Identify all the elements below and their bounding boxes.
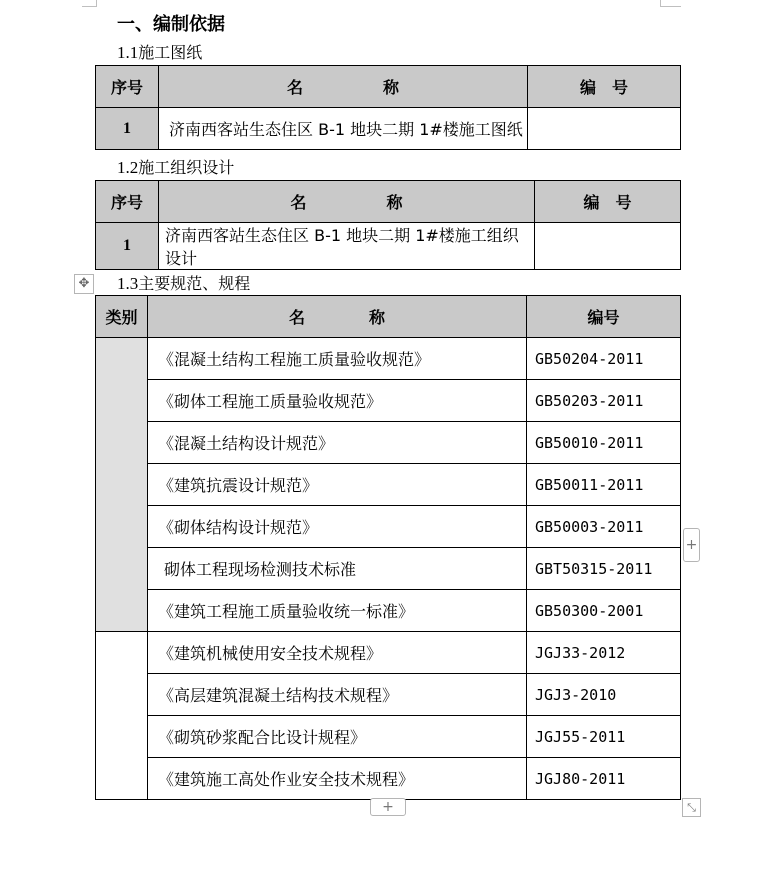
standard-code[interactable]: GB50204-2011 <box>527 338 681 380</box>
standard-name[interactable]: 《建筑机械使用安全技术规程》 <box>148 632 527 674</box>
standard-code[interactable]: JGJ80-2011 <box>527 758 681 800</box>
standard-code[interactable]: GB50011-2011 <box>527 464 681 506</box>
standards-category-jgj[interactable] <box>96 632 148 800</box>
standard-code[interactable]: JGJ55-2011 <box>527 716 681 758</box>
drawings-row-seq[interactable]: 1 <box>96 108 159 150</box>
standards-header-row <box>96 296 681 338</box>
drawings-header-code: 编 号 <box>528 66 681 108</box>
drawings-heading-text: 施工图纸 <box>138 43 203 62</box>
drawings-heading-number: 1.1 <box>117 43 139 62</box>
table-row <box>96 758 681 800</box>
standard-name[interactable]: 《混凝土结构工程施工质量验收规范》 <box>148 338 527 380</box>
design-table <box>95 180 681 270</box>
standard-name[interactable]: 《砌体工程施工质量验收规范》 <box>148 380 527 422</box>
standard-code[interactable]: JGJ3-2010 <box>527 674 681 716</box>
table-row <box>96 223 681 270</box>
table-row <box>96 108 681 150</box>
table-row <box>96 548 681 590</box>
standard-code[interactable]: GB50003-2011 <box>527 506 681 548</box>
drawings-header-seq: 序号 <box>96 66 159 108</box>
standard-name[interactable]: 《建筑抗震设计规范》 <box>148 464 527 506</box>
standard-code[interactable]: GB50010-2011 <box>527 422 681 464</box>
drawings-table <box>95 65 681 150</box>
table-row <box>96 422 681 464</box>
table-row <box>96 506 681 548</box>
table-row <box>96 632 681 674</box>
standard-name[interactable]: 《混凝土结构设计规范》 <box>148 422 527 464</box>
standards-heading-number: 1.3 <box>117 274 139 293</box>
page-corner-mark-right <box>660 0 681 7</box>
standard-name[interactable]: 《建筑工程施工质量验收统一标准》 <box>148 590 527 632</box>
table-row <box>96 716 681 758</box>
design-row-code[interactable] <box>535 223 681 270</box>
standard-name[interactable]: 砌体工程现场检测技术标准 <box>148 548 527 590</box>
design-header-name: 名 称 <box>159 181 535 223</box>
drawings-header-row <box>96 66 681 108</box>
standard-code[interactable]: GB50300-2001 <box>527 590 681 632</box>
standards-header-code: 编号 <box>527 296 681 338</box>
standards-heading-text: 主要规范、规程 <box>138 274 251 293</box>
standard-name[interactable]: 《砌体结构设计规范》 <box>148 506 527 548</box>
standards-header-category: 类别 <box>96 296 148 338</box>
table-resize-icon[interactable]: ⤡ <box>682 798 701 817</box>
standards-table <box>95 295 681 800</box>
design-header-code: 编 号 <box>535 181 681 223</box>
standards-heading <box>117 271 250 294</box>
design-heading-text: 施工组织设计 <box>138 158 235 177</box>
table-row <box>96 380 681 422</box>
design-row-name[interactable]: 济南西客站生态住区 B-1 地块二期 1#楼施工组织设计 <box>159 223 535 270</box>
design-header-seq: 序号 <box>96 181 159 223</box>
standards-category-gb[interactable] <box>96 338 148 632</box>
standards-header-name: 名 称 <box>148 296 527 338</box>
add-column-plus-icon[interactable]: + <box>683 528 700 562</box>
table-move-icon[interactable]: ✥ <box>74 274 94 294</box>
drawings-row-code[interactable] <box>528 108 681 150</box>
section-title: 一、编制依据 <box>117 14 225 35</box>
add-row-plus-icon[interactable]: + <box>370 798 406 816</box>
table-row <box>96 464 681 506</box>
page-corner-mark-left <box>82 0 97 7</box>
drawings-row-name[interactable]: 济南西客站生态住区 B-1 地块二期 1#楼施工图纸 <box>159 108 528 150</box>
table-row <box>96 338 681 380</box>
standard-code[interactable]: GB50203-2011 <box>527 380 681 422</box>
standard-code[interactable]: JGJ33-2012 <box>527 632 681 674</box>
drawings-header-name: 名 称 <box>159 66 528 108</box>
design-heading <box>117 155 234 178</box>
standard-name[interactable]: 《高层建筑混凝土结构技术规程》 <box>148 674 527 716</box>
design-header-row <box>96 181 681 223</box>
standard-name[interactable]: 《砌筑砂浆配合比设计规程》 <box>148 716 527 758</box>
design-heading-number: 1.2 <box>117 158 139 177</box>
standard-name[interactable]: 《建筑施工高处作业安全技术规程》 <box>148 758 527 800</box>
design-row-seq[interactable]: 1 <box>96 223 159 270</box>
table-row <box>96 674 681 716</box>
table-row <box>96 590 681 632</box>
drawings-heading <box>117 40 202 63</box>
standard-code[interactable]: GBT50315-2011 <box>527 548 681 590</box>
